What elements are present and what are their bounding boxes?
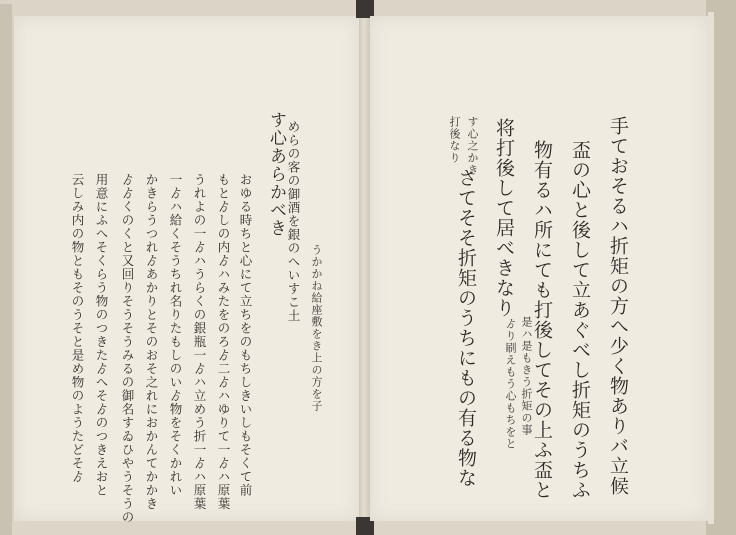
right-col-2: 盃の心と後して立あぐべし折矩のうちふ (569, 140, 591, 500)
left-note: うかかね給座敷をき上の方を子 (310, 244, 323, 412)
right-note-4: 打後なり (448, 116, 461, 164)
left-col-7: ゟゟくのくと又回りそうそうみるの御名すゐひやうそうの (120, 173, 135, 524)
right-note-3: す心之かき (466, 116, 479, 176)
right-col-3: 物有るハ所にても打後してその上ふ盃と (531, 140, 553, 500)
left-col-9: 云しみ内の物ともそのうそと是め物のようたどそゟ (70, 173, 85, 484)
right-page (370, 16, 708, 521)
left-cover-edge (0, 4, 12, 535)
left-col-4: うれよの一ゟハうらくの銀瓶一ゟハ立めう折一ゟハ原葉 (192, 173, 207, 511)
right-note-2: ゟり刷えもう心もちをと (504, 318, 517, 450)
left-col-5: 一ゟハ給くそうちれ名りたもしのいゟ物をそくかれい (168, 173, 183, 497)
right-col-5: さてそそ折矩のうちにもの有る物な (455, 168, 477, 488)
left-heading: す心あらかべき (266, 111, 286, 237)
right-col-1: 手ておそるハ折矩の方へ少く物ありバ立候 (607, 116, 629, 496)
left-page (14, 16, 359, 524)
right-col-4: 将打後して居べきなり (493, 118, 515, 318)
right-page-edge (708, 12, 714, 524)
left-col-6: かきらうつれゟあかりとそのおそ之れにおかんてかかき (144, 173, 159, 511)
left-col-3: もとゟしの内ゟハみたをのろゟ二ゟハゆりて一ゟハ原葉 (216, 173, 231, 511)
right-note-1: 是ハ是もきう折矩の事 (520, 316, 533, 436)
gutter (359, 0, 370, 535)
left-col-1: めらの客の御酒を銀のへいすこ土 (286, 120, 301, 323)
left-col-8: 用意にふへそくらう物のつきたゟへそゟのつきえおと (94, 173, 109, 497)
left-col-2: おゆる時ちと心にて立ちをのもちしきいしもそくて前 (238, 173, 253, 497)
